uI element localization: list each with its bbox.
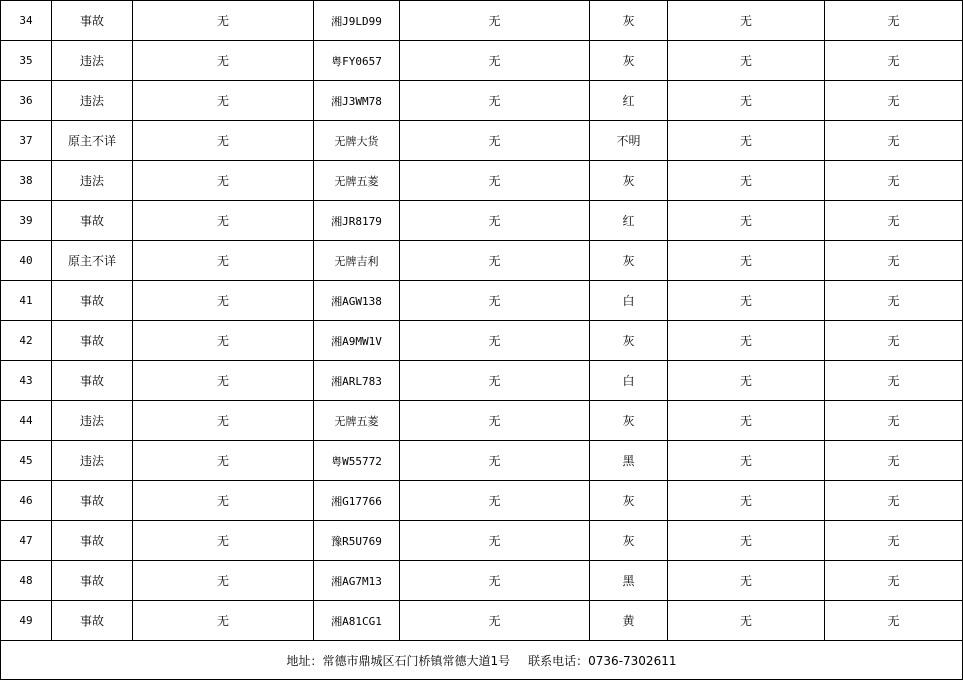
table-row xyxy=(1,401,963,441)
cell-col8: 无 xyxy=(825,321,963,361)
cell-col5: 无 xyxy=(400,601,590,641)
cell-plate: 湘G17766 xyxy=(314,481,400,521)
cell-number: 34 xyxy=(1,1,52,41)
cell-plate: 粤W55772 xyxy=(314,441,400,481)
cell-col3: 无 xyxy=(133,1,314,41)
cell-col8: 无 xyxy=(825,201,963,241)
cell-col8: 无 xyxy=(825,281,963,321)
cell-number: 47 xyxy=(1,521,52,561)
cell-plate: 无牌吉利 xyxy=(314,241,400,281)
cell-col3: 无 xyxy=(133,121,314,161)
cell-col3: 无 xyxy=(133,41,314,81)
cell-type: 事故 xyxy=(52,201,133,241)
cell-number: 46 xyxy=(1,481,52,521)
cell-plate: 湘A9MW1V xyxy=(314,321,400,361)
cell-col5: 无 xyxy=(400,481,590,521)
cell-col7: 无 xyxy=(668,321,825,361)
cell-number: 36 xyxy=(1,81,52,121)
cell-type: 事故 xyxy=(52,481,133,521)
cell-color: 灰 xyxy=(590,41,668,81)
cell-col8: 无 xyxy=(825,521,963,561)
cell-color: 黄 xyxy=(590,601,668,641)
cell-color: 灰 xyxy=(590,401,668,441)
cell-col3: 无 xyxy=(133,201,314,241)
cell-col3: 无 xyxy=(133,601,314,641)
cell-plate: 湘J3WM78 xyxy=(314,81,400,121)
cell-col3: 无 xyxy=(133,481,314,521)
cell-col5: 无 xyxy=(400,161,590,201)
cell-color: 黑 xyxy=(590,561,668,601)
cell-col5: 无 xyxy=(400,201,590,241)
cell-col3: 无 xyxy=(133,81,314,121)
cell-number: 37 xyxy=(1,121,52,161)
cell-col3: 无 xyxy=(133,521,314,561)
cell-col7: 无 xyxy=(668,241,825,281)
cell-color: 白 xyxy=(590,361,668,401)
table-row xyxy=(1,361,963,401)
footer-row xyxy=(1,641,963,680)
cell-plate: 粤FY0657 xyxy=(314,41,400,81)
cell-col5: 无 xyxy=(400,321,590,361)
cell-plate: 豫R5U769 xyxy=(314,521,400,561)
cell-col3: 无 xyxy=(133,441,314,481)
cell-col7: 无 xyxy=(668,441,825,481)
table-row xyxy=(1,481,963,521)
cell-type: 事故 xyxy=(52,1,133,41)
cell-type: 原主不详 xyxy=(52,241,133,281)
cell-col5: 无 xyxy=(400,521,590,561)
cell-number: 35 xyxy=(1,41,52,81)
cell-plate: 湘AGW138 xyxy=(314,281,400,321)
cell-col8: 无 xyxy=(825,121,963,161)
cell-col7: 无 xyxy=(668,601,825,641)
cell-type: 事故 xyxy=(52,561,133,601)
cell-plate: 湘JR8179 xyxy=(314,201,400,241)
cell-col7: 无 xyxy=(668,361,825,401)
cell-col3: 无 xyxy=(133,321,314,361)
cell-col7: 无 xyxy=(668,81,825,121)
cell-col5: 无 xyxy=(400,361,590,401)
cell-col7: 无 xyxy=(668,481,825,521)
cell-col5: 无 xyxy=(400,1,590,41)
cell-type: 违法 xyxy=(52,81,133,121)
cell-col3: 无 xyxy=(133,161,314,201)
cell-color: 灰 xyxy=(590,1,668,41)
cell-type: 违法 xyxy=(52,441,133,481)
table-row xyxy=(1,281,963,321)
cell-number: 42 xyxy=(1,321,52,361)
cell-col5: 无 xyxy=(400,561,590,601)
cell-col8: 无 xyxy=(825,41,963,81)
cell-col8: 无 xyxy=(825,561,963,601)
table-body xyxy=(1,1,963,641)
cell-type: 事故 xyxy=(52,321,133,361)
cell-plate: 无牌五菱 xyxy=(314,161,400,201)
cell-col7: 无 xyxy=(668,401,825,441)
cell-type: 事故 xyxy=(52,281,133,321)
cell-col5: 无 xyxy=(400,81,590,121)
cell-type: 违法 xyxy=(52,161,133,201)
cell-col3: 无 xyxy=(133,281,314,321)
cell-number: 49 xyxy=(1,601,52,641)
cell-col5: 无 xyxy=(400,281,590,321)
cell-plate: 湘AG7M13 xyxy=(314,561,400,601)
cell-number: 44 xyxy=(1,401,52,441)
table-row xyxy=(1,161,963,201)
cell-number: 41 xyxy=(1,281,52,321)
cell-plate: 湘ARL783 xyxy=(314,361,400,401)
cell-col7: 无 xyxy=(668,281,825,321)
cell-type: 原主不详 xyxy=(52,121,133,161)
cell-col7: 无 xyxy=(668,521,825,561)
footer-address: 地址：常德市鼎城区石门桥镇常德大道1号 xyxy=(286,653,511,668)
cell-col5: 无 xyxy=(400,241,590,281)
cell-color: 灰 xyxy=(590,481,668,521)
cell-col8: 无 xyxy=(825,361,963,401)
cell-color: 白 xyxy=(590,281,668,321)
cell-col8: 无 xyxy=(825,81,963,121)
cell-number: 40 xyxy=(1,241,52,281)
table-row xyxy=(1,201,963,241)
cell-col3: 无 xyxy=(133,241,314,281)
cell-plate: 湘J9LD99 xyxy=(314,1,400,41)
cell-col5: 无 xyxy=(400,41,590,81)
table-row xyxy=(1,521,963,561)
cell-col5: 无 xyxy=(400,401,590,441)
cell-col8: 无 xyxy=(825,481,963,521)
table-row xyxy=(1,1,963,41)
cell-col3: 无 xyxy=(133,401,314,441)
cell-col8: 无 xyxy=(825,441,963,481)
cell-col3: 无 xyxy=(133,361,314,401)
cell-col8: 无 xyxy=(825,401,963,441)
cell-col8: 无 xyxy=(825,1,963,41)
cell-color: 灰 xyxy=(590,241,668,281)
cell-col3: 无 xyxy=(133,561,314,601)
cell-number: 48 xyxy=(1,561,52,601)
cell-col8: 无 xyxy=(825,241,963,281)
cell-color: 黑 xyxy=(590,441,668,481)
cell-col7: 无 xyxy=(668,1,825,41)
cell-plate: 无牌五菱 xyxy=(314,401,400,441)
cell-col8: 无 xyxy=(825,161,963,201)
cell-type: 违法 xyxy=(52,401,133,441)
table-row xyxy=(1,41,963,81)
cell-col7: 无 xyxy=(668,41,825,81)
table-row xyxy=(1,561,963,601)
table-row xyxy=(1,321,963,361)
footer-phone: 联系电话：0736-7302611 xyxy=(528,653,677,668)
cell-type: 事故 xyxy=(52,601,133,641)
cell-col7: 无 xyxy=(668,121,825,161)
cell-col5: 无 xyxy=(400,121,590,161)
cell-color: 不明 xyxy=(590,121,668,161)
cell-number: 43 xyxy=(1,361,52,401)
footer-cell xyxy=(1,641,963,680)
cell-color: 灰 xyxy=(590,321,668,361)
cell-number: 45 xyxy=(1,441,52,481)
cell-number: 38 xyxy=(1,161,52,201)
cell-color: 灰 xyxy=(590,521,668,561)
cell-plate: 无牌大货 xyxy=(314,121,400,161)
cell-col7: 无 xyxy=(668,161,825,201)
cell-number: 39 xyxy=(1,201,52,241)
cell-type: 违法 xyxy=(52,41,133,81)
cell-col7: 无 xyxy=(668,561,825,601)
table-row xyxy=(1,81,963,121)
cell-type: 事故 xyxy=(52,361,133,401)
cell-col5: 无 xyxy=(400,441,590,481)
cell-color: 红 xyxy=(590,81,668,121)
cell-color: 红 xyxy=(590,201,668,241)
cell-col7: 无 xyxy=(668,201,825,241)
cell-type: 事故 xyxy=(52,521,133,561)
cell-color: 灰 xyxy=(590,161,668,201)
cell-col8: 无 xyxy=(825,601,963,641)
table-row xyxy=(1,241,963,281)
table-row xyxy=(1,601,963,641)
table-row xyxy=(1,121,963,161)
cell-plate: 湘A81CG1 xyxy=(314,601,400,641)
table-row xyxy=(1,441,963,481)
